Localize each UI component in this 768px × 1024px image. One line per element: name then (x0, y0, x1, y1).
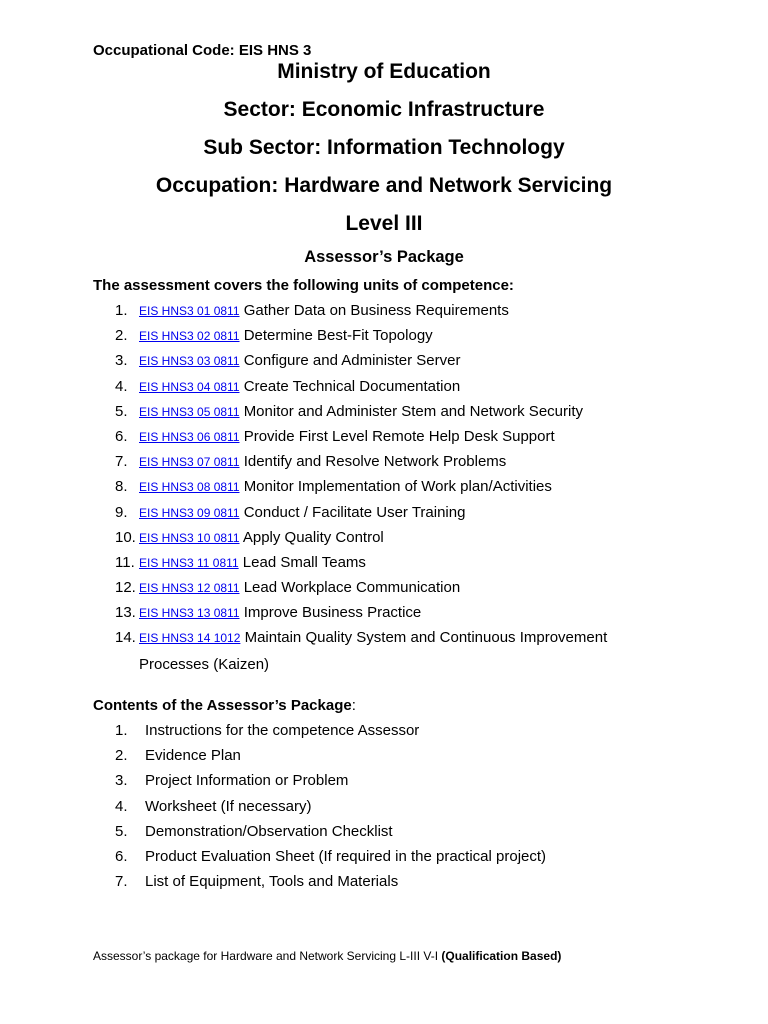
unit-number: 14. (115, 629, 136, 647)
units-list (0, 300, 768, 675)
contents-number: 3. (115, 772, 128, 790)
unit-title: Improve Business Practice (243, 604, 422, 622)
unit-item (0, 476, 768, 501)
unit-title: Lead Small Teams (242, 553, 366, 571)
unit-number: 6. (115, 427, 128, 445)
contents-text: Instructions for the competence Assessor (145, 722, 420, 739)
sub-sector-heading: Sub Sector: Information Technology (203, 136, 565, 159)
contents-item (0, 796, 768, 821)
unit-number: 5. (115, 402, 128, 420)
contents-number: 7. (115, 873, 128, 891)
unit-number: 9. (115, 503, 128, 521)
contents-text: Project Information or Problem (145, 772, 349, 790)
unit-item (0, 527, 768, 552)
unit-item (0, 300, 768, 325)
unit-item (0, 627, 768, 675)
unit-title: Configure and Administer Server (243, 352, 461, 370)
contents-intro-colon: : (351, 697, 356, 714)
unit-code-link[interactable]: EIS HNS3 10 0811 (139, 530, 240, 545)
unit-body (139, 476, 659, 498)
unit-code-link[interactable]: EIS HNS3 13 0811 (139, 606, 240, 621)
unit-code-link[interactable]: EIS HNS3 03 0811 (139, 354, 240, 369)
unit-title: Lead Workplace Communication (243, 579, 461, 597)
unit-item (0, 325, 768, 350)
unit-body (139, 625, 659, 676)
unit-code-link[interactable]: EIS HNS3 02 0811 (139, 329, 240, 344)
unit-title: Determine Best-Fit Topology (243, 327, 433, 345)
level-heading: Level III (345, 212, 423, 235)
contents-number: 5. (115, 822, 128, 840)
contents-item (0, 745, 768, 770)
unit-title: Gather Data on Business Requirements (243, 302, 509, 319)
unit-body (139, 401, 659, 423)
unit-code-link[interactable]: EIS HNS3 04 0811 (139, 379, 240, 394)
unit-number: 7. (115, 453, 128, 471)
unit-code-link[interactable]: EIS HNS3 14 1012 (139, 631, 241, 646)
unit-item (0, 350, 768, 375)
unit-title: Apply Quality Control (242, 528, 384, 546)
contents-item (0, 871, 768, 896)
contents-intro-label: Contents of the Assessor’s Package (93, 697, 352, 714)
occupation-heading: Occupation: Hardware and Network Servicing (155, 174, 613, 197)
contents-item (0, 720, 768, 745)
unit-title: Monitor Implementation of Work plan/Activities (243, 478, 552, 496)
unit-number: 3. (115, 352, 128, 370)
unit-body (139, 300, 659, 322)
unit-item (0, 426, 768, 451)
contents-number: 2. (115, 747, 128, 765)
unit-title: Create Technical Documentation (243, 377, 461, 395)
unit-body (139, 426, 659, 448)
unit-item (0, 376, 768, 401)
unit-item (0, 502, 768, 527)
unit-code-link[interactable]: EIS HNS3 07 0811 (139, 455, 240, 470)
unit-item (0, 552, 768, 577)
occupational-code: Occupational Code: EIS HNS 3 (93, 42, 312, 59)
contents-item (0, 821, 768, 846)
unit-title: Conduct / Facilitate User Training (243, 503, 466, 521)
unit-number: 10. (115, 528, 136, 546)
unit-title: Maintain Quality System and Continuous Improvement Processes (Kaizen) (139, 629, 608, 673)
unit-body (139, 577, 659, 599)
contents-number: 4. (115, 797, 128, 815)
unit-body (139, 325, 659, 347)
contents-item (0, 770, 768, 795)
unit-item (0, 602, 768, 627)
unit-body (139, 527, 659, 549)
unit-code-link[interactable]: EIS HNS3 12 0811 (139, 581, 240, 596)
unit-body (139, 451, 659, 473)
contents-text: Demonstration/Observation Checklist (145, 822, 393, 840)
unit-body (139, 502, 659, 524)
unit-code-link[interactable]: EIS HNS3 06 0811 (139, 429, 240, 444)
unit-number: 4. (115, 377, 128, 395)
unit-body (139, 552, 659, 574)
unit-item (0, 401, 768, 426)
unit-body (139, 602, 659, 624)
footer-qualification: (Qualification Based) (441, 949, 562, 963)
contents-text: Evidence Plan (145, 747, 241, 765)
unit-number: 1. (115, 302, 128, 319)
unit-title: Provide First Level Remote Help Desk Support (243, 427, 555, 445)
contents-intro (93, 697, 356, 714)
footer-text: Assessor’s package for Hardware and Network Servicing L-III V-I (93, 949, 442, 963)
package-title: Assessor’s Package (304, 248, 464, 266)
unit-code-link[interactable]: EIS HNS3 09 0811 (139, 505, 240, 520)
unit-body (139, 350, 659, 372)
ministry-heading: Ministry of Education (277, 60, 491, 83)
contents-list (0, 720, 768, 896)
unit-code-link[interactable]: EIS HNS3 01 0811 (139, 304, 240, 318)
contents-text: List of Equipment, Tools and Materials (145, 873, 399, 891)
unit-number: 13. (115, 604, 136, 622)
contents-number: 1. (115, 722, 128, 739)
contents-number: 6. (115, 847, 128, 865)
unit-code-link[interactable]: EIS HNS3 11 0811 (139, 555, 239, 570)
unit-title: Identify and Resolve Network Problems (243, 453, 507, 471)
page-footer (93, 949, 561, 963)
units-intro: The assessment covers the following units of competence: (93, 277, 514, 294)
unit-number: 8. (115, 478, 128, 496)
unit-item (0, 451, 768, 476)
unit-number: 12. (115, 579, 136, 597)
unit-item (0, 577, 768, 602)
sector-heading: Sector: Economic Infrastructure (223, 98, 545, 121)
contents-text: Worksheet (If necessary) (145, 797, 312, 815)
unit-code-link[interactable]: EIS HNS3 08 0811 (139, 480, 240, 495)
unit-body (139, 376, 659, 398)
unit-title: Monitor and Administer Stem and Network Security (243, 402, 583, 420)
unit-code-link[interactable]: EIS HNS3 05 0811 (139, 404, 240, 419)
contents-text: Product Evaluation Sheet (If required in the practical project) (145, 847, 547, 865)
unit-number: 2. (115, 327, 128, 345)
contents-item (0, 846, 768, 871)
unit-number: 11. (115, 553, 135, 571)
